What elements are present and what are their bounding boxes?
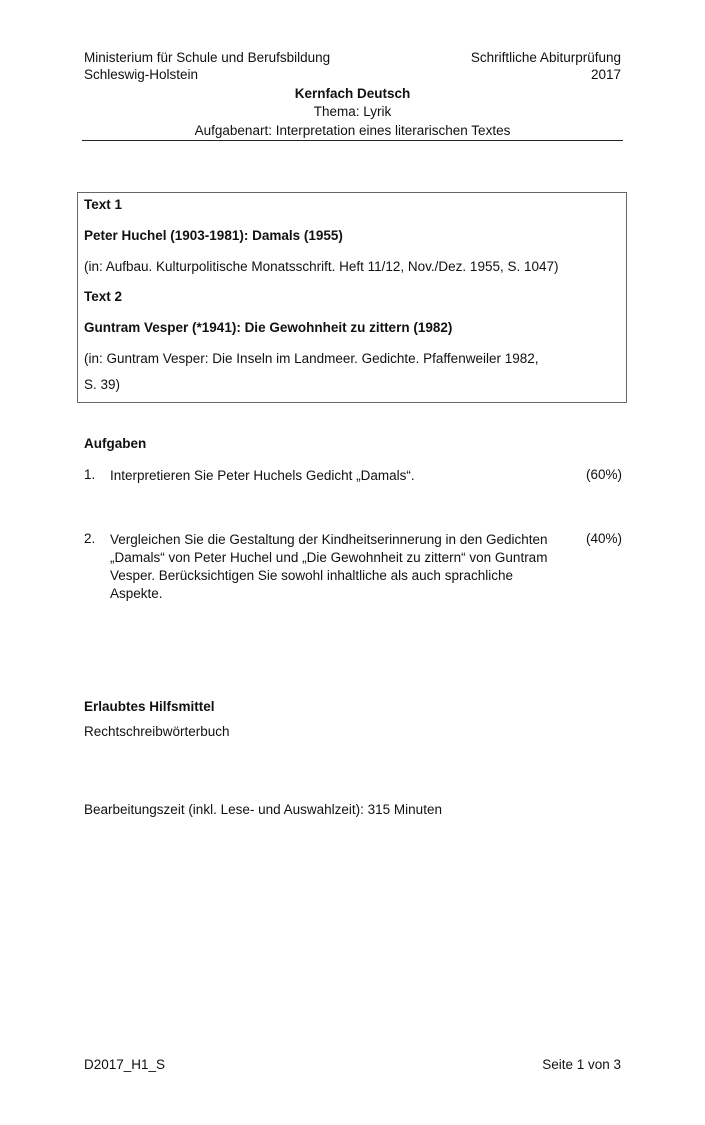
ministry-name: Ministerium für Schule und Berufsbildung	[84, 50, 331, 65]
text1-label: Text 1	[84, 197, 123, 212]
course-title: Kernfach Deutsch	[294, 86, 411, 101]
text2-source-line2: S. 39)	[84, 377, 121, 392]
text2-title: Guntram Vesper (*1941): Die Gewohnheit zu zittern (1982)	[84, 320, 453, 335]
task-1-number: 1.	[84, 467, 96, 482]
header-divider	[82, 140, 623, 141]
exam-year: 2017	[590, 67, 621, 82]
task-2-text: Vergleichen Sie die Gestaltung der Kindheitserinnerung in den Gedichten „Damals“ von Peter Huchel und „Die Gewohnheit zu zittern“ von Guntram Vesper. Berücksichtigen Sie sowohl inhaltliche als auch sprachliche Aspekte.	[110, 532, 548, 601]
task-1-text: Interpretieren Sie Peter Huchels Gedicht „Damals“.	[110, 468, 415, 483]
aids-heading: Erlaubtes Hilfsmittel	[84, 699, 215, 714]
text1-source: (in: Aufbau. Kulturpolitische Monatsschrift. Heft 11/12, Nov./Dez. 1955, S. 1047)	[84, 259, 559, 274]
task-2-number: 2.	[84, 531, 96, 546]
texts-box	[77, 192, 627, 403]
working-time: Bearbeitungszeit (inkl. Lese- und Auswahlzeit): 315 Minuten	[84, 802, 442, 817]
exam-type: Schriftliche Abiturprüfung	[470, 50, 621, 65]
text2-source-line1: (in: Guntram Vesper: Die Inseln im Landmeer. Gedichte. Pfaffenweiler 1982,	[84, 351, 539, 366]
theme: Thema: Lyrik	[313, 104, 392, 119]
document-code: D2017_H1_S	[84, 1057, 166, 1072]
task-1-weight: (60%)	[585, 467, 622, 482]
text1-title: Peter Huchel (1903-1981): Damals (1955)	[84, 228, 343, 243]
task-type: Aufgabenart: Interpretation eines literarischen Textes	[194, 123, 511, 138]
state-name: Schleswig-Holstein	[84, 67, 199, 82]
page-number: Seite 1 von 3	[542, 1057, 621, 1072]
task-2-weight: (40%)	[585, 531, 622, 546]
aids-item: Rechtschreibwörterbuch	[84, 724, 230, 739]
text2-label: Text 2	[84, 289, 123, 304]
tasks-heading: Aufgaben	[84, 436, 147, 451]
